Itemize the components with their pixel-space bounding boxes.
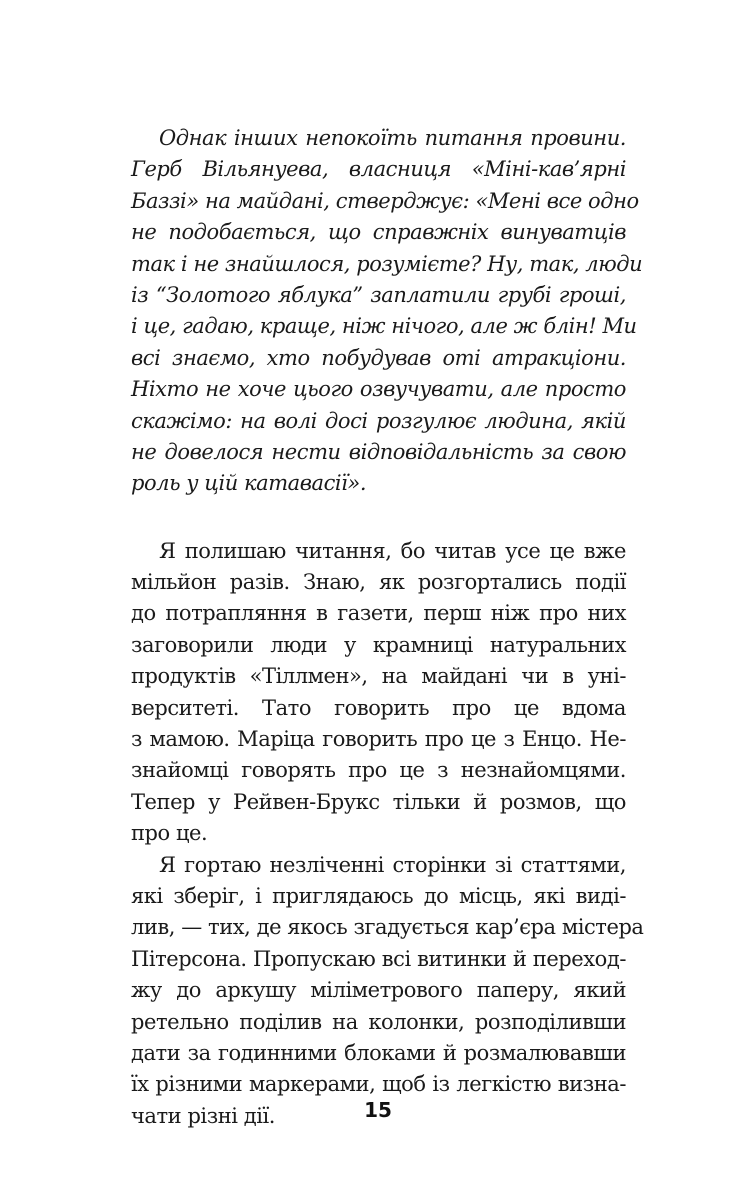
- text-line: про це.: [131, 821, 208, 846]
- text-line: так і не знайшлося, розумієте? Ну, так, люди: [131, 251, 643, 276]
- text-line: до потрапляння в газети, перш ніж про них: [131, 601, 626, 626]
- text-line: жу до аркушу міліметрового паперу, який: [131, 978, 626, 1003]
- text-line: чати різні дії.: [131, 1103, 275, 1128]
- text-line: Однак інших непокоїть питання провини.: [159, 126, 626, 150]
- body-paragraph-reading: [131, 536, 626, 850]
- text-line: Пітерсона. Пропускаю всі витинки й переход-: [131, 946, 626, 971]
- text-line: не довелося нести відповідальність за свою: [131, 439, 626, 464]
- text-line: і це, гадаю, краще, ніж нічого, але ж блін! Ми: [131, 314, 637, 339]
- text-line: Тепер у Рейвен-Брукс тільки й розмов, що: [131, 789, 626, 814]
- text-line: скажімо: на волі досі розгулює людина, якій: [131, 408, 626, 433]
- text-line: знайомці говорять про це з незнайомцями.: [131, 758, 626, 783]
- text-line: лив, — тих, де якось згадується кар’єра містера: [131, 915, 644, 940]
- text-line: ретельно поділив на колонки, розподіливши: [131, 1009, 626, 1034]
- text-line: продуктів «Тіллмен», на майдані чи в уні-: [131, 664, 626, 689]
- text-line: заговорили люди у крамниці натуральних: [131, 632, 626, 657]
- text-line: Герб Вільянуева, власниця «Міні-кав’ярні: [131, 157, 626, 182]
- page-number: 15: [364, 1098, 392, 1122]
- text-line: всі знаємо, хто побудував оті атракціони.: [131, 345, 626, 370]
- quote-paragraph: [131, 123, 643, 500]
- text-line: з мамою. Маріца говорить про це з Енцо. Не-: [131, 727, 626, 752]
- text-line: із “Золотого яблука” заплатили грубі гроші,: [131, 282, 626, 307]
- text-line: роль у цій катавасії».: [131, 471, 367, 496]
- text-line: дати за годинними блоками й розмалювавши: [131, 1040, 626, 1065]
- text-line: Я полишаю читання, бо читав усе це вже: [159, 538, 626, 563]
- text-line: їх різними маркерами, щоб із легкістю визна-: [131, 1072, 626, 1097]
- paragraph-gap: [131, 500, 626, 536]
- text-line: верситеті. Тато говорить про це вдома: [131, 695, 626, 720]
- text-line: Ніхто не хоче цього озвучувати, але просто: [131, 377, 626, 402]
- text-line: які зберіг, і приглядаюсь до місць, які виді-: [131, 883, 626, 908]
- page-body: [131, 123, 644, 1132]
- text-line: Я гортаю незліченні сторінки зі статтями,: [159, 852, 626, 877]
- text-line: Баззі» на майдані, стверджує: «Мені все одно: [131, 188, 639, 213]
- text-line: мільйон разів. Знаю, як розгортались події: [131, 570, 626, 595]
- text-line: не подобається, що справжніх винуватців: [131, 220, 626, 245]
- body-paragraph-pages: [131, 850, 644, 1133]
